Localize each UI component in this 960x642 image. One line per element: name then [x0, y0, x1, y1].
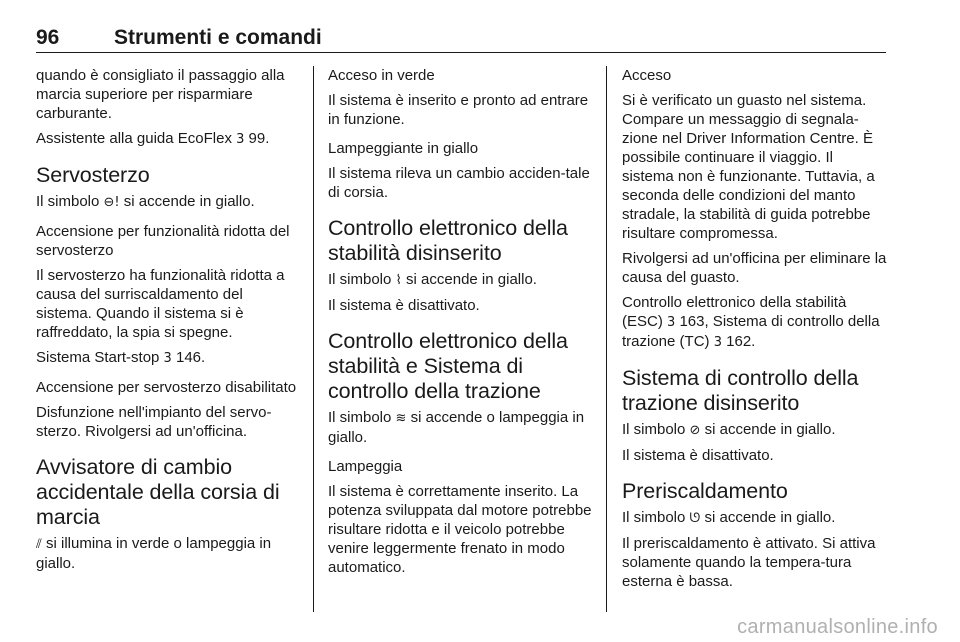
paragraph: Il simbolo ⌇ si accende in giallo. — [328, 271, 537, 288]
power-steering-warning-icon: ⊖! — [103, 195, 120, 210]
page-ref-link[interactable]: 162. — [721, 333, 756, 350]
paragraph: Rivolgersi ad un'officina per eliminare la causa del guasto. — [622, 250, 887, 286]
chapter-title: Strumenti e comandi — [114, 26, 322, 49]
paragraph: Il simbolo ᘎ si accende in giallo. — [622, 509, 836, 526]
esc-off-icon: ⌇ — [395, 273, 402, 288]
glow-plug-icon: ᘎ — [689, 511, 701, 526]
section-heading: Sistema di controllo della trazione disinserito — [622, 366, 859, 415]
column-3 — [622, 66, 888, 597]
paragraph: Si è verificato un guasto nel sistema. Compare un messaggio di segnala-zione nel Driver Information Centre. È possibile continuare il viaggio. Il sistema non è funzionante. Tuttavia, a seconda delle condizioni del manto stradale, la stabilità di guida potrebbe risultare compromessa. — [622, 92, 875, 242]
paragraph: Il simbolo ⊖! si accende in giallo. — [36, 193, 255, 210]
paragraph: ⫽ si illumina in verde o lampeggia in giallo. — [36, 535, 272, 572]
lane-departure-icon: ⫽ — [36, 537, 42, 552]
subheading: Accensione per funzionalità ridotta del servosterzo — [36, 223, 290, 259]
column-1 — [36, 66, 300, 579]
page-ref-arrow-icon: 3 — [163, 351, 172, 366]
section-heading: Controllo elettronico della stabilità e Sistema di controllo della trazione — [328, 329, 568, 403]
page-ref-arrow-icon: 3 — [667, 315, 676, 330]
paragraph: Disfunzione nell'impianto del servo-sterzo. Rivolgersi ad un'officina. — [36, 404, 272, 440]
paragraph: Assistente alla guida EcoFlex 3 99. — [36, 130, 270, 147]
section-heading: Avvisatore di cambio accidentale della corsia di marcia — [36, 455, 280, 529]
subheading: Acceso — [622, 67, 672, 84]
page-ref-link[interactable]: 146. — [171, 349, 206, 366]
esc-skid-car-icon: ≋ — [395, 411, 407, 426]
page-number: 96 — [36, 26, 60, 49]
paragraph: quando è consigliato il passaggio alla marcia superiore per risparmiare carburante. — [36, 67, 285, 122]
paragraph: Il sistema rileva un cambio acciden-tale di corsia. — [328, 165, 590, 201]
paragraph: Il preriscaldamento è attivato. Si attiva solamente quando la tempera-tura esterna è bassa. — [622, 535, 876, 590]
section-heading: Controllo elettronico della stabilità disinserito — [328, 216, 568, 265]
paragraph: Controllo elettronico della stabilità (ESC) 3 163, Sistema di controllo della trazione (TC) 3 162. — [622, 294, 880, 350]
paragraph: Il sistema è disattivato. — [328, 297, 480, 314]
column-divider — [313, 66, 314, 612]
section-heading: Preriscaldamento — [622, 479, 788, 503]
page-ref-link[interactable]: 163, Sistema di controllo della trazione (TC) — [622, 313, 880, 350]
paragraph: Il sistema è inserito e pronto ad entrare in funzione. — [328, 92, 589, 128]
paragraph: Sistema Start-stop 3 146. — [36, 349, 206, 366]
tc-off-icon: ⊘ — [689, 423, 701, 438]
column-divider — [606, 66, 607, 612]
page-ref-link[interactable]: 99. — [244, 130, 270, 147]
paragraph: Il sistema è disattivato. — [622, 447, 774, 464]
paragraph: Il simbolo ≋ si accende o lampeggia in giallo. — [328, 409, 585, 446]
page-ref-arrow-icon: 3 — [236, 132, 245, 147]
watermark: carmanualsonline.info — [737, 616, 938, 638]
page-ref-arrow-icon: 3 — [713, 335, 722, 350]
subheading: Accensione per servosterzo disabilitato — [36, 379, 297, 396]
section-heading: Servosterzo — [36, 163, 150, 187]
column-2 — [328, 66, 592, 583]
page-header — [36, 26, 886, 53]
paragraph: Il simbolo ⊘ si accende in giallo. — [622, 421, 836, 438]
subheading: Acceso in verde — [328, 67, 435, 84]
subheading: Lampeggia — [328, 458, 403, 475]
subheading: Lampeggiante in giallo — [328, 140, 479, 157]
paragraph: Il servosterzo ha funzionalità ridotta a causa del surriscaldamento del sistema. Quando il sistema si è raffreddato, la spia si spegne. — [36, 267, 285, 341]
paragraph: Il sistema è correttamente inserito. La potenza sviluppata dal motore potrebbe risultare ridotta e il veicolo potrebbe venire leggermente frenato in modo automatico. — [328, 483, 592, 576]
